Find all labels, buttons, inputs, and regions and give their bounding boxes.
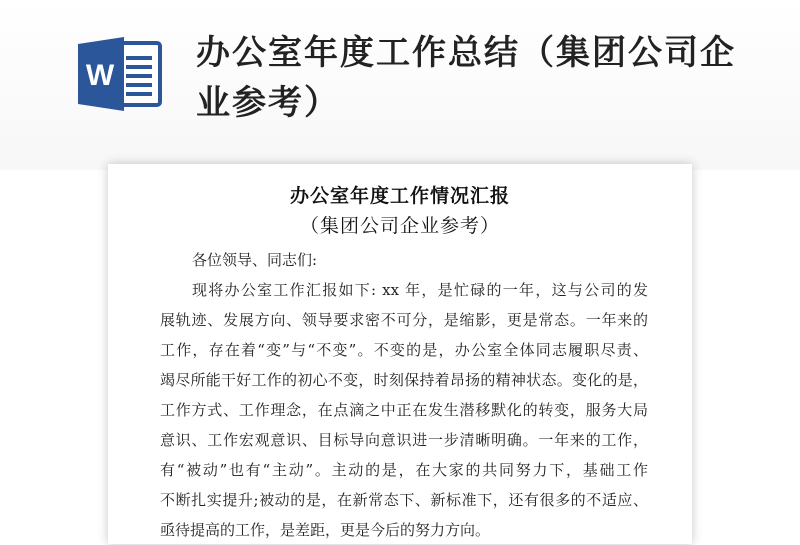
- document-line: 意识、工作宏观意识、目标导向意识进一步清晰明确。一年来的工作，: [160, 431, 648, 449]
- document-body: [160, 245, 648, 545]
- document-line: 竭尽所能干好工作的初心不变，时刻保持着昂扬的精神状态。变化的是，: [160, 371, 648, 389]
- document-line-salutation: 各位领导、同志们:: [192, 251, 318, 269]
- document-subtitle: （集团公司企业参考）: [299, 215, 500, 237]
- word-document-icon: [74, 34, 164, 114]
- document-line: 不断扎实提升;被动的是，在新常态下、新标准下，还有很多的不适应、: [160, 491, 648, 509]
- document-line: 工作，存在着“变”与“不变”。不变的是，办公室全体同志履职尽责、: [160, 341, 648, 359]
- document-line: 亟待提高的工作，是差距，更是今后的努力方向。: [160, 521, 491, 539]
- word-icon-letter: W: [85, 59, 115, 92]
- document-line: 工作方式、工作理念，在点滴之中正在发生潜移默化的转变，服务大局: [160, 401, 648, 419]
- document-title: 办公室年度工作情况汇报: [289, 185, 510, 207]
- page-title: 办公室年度工作总结（集团公司企业参考）: [196, 33, 736, 123]
- document-line: 有“被动”也有“主动”。主动的是，在大家的共同努力下，基础工作: [160, 461, 648, 479]
- document-line: 展轨迹、发展方向、领导要求密不可分，是缩影，更是常态。一年来的: [160, 311, 648, 329]
- document-line: 现将办公室工作汇报如下: xx 年，是忙碌的一年，这与公司的发: [192, 281, 648, 299]
